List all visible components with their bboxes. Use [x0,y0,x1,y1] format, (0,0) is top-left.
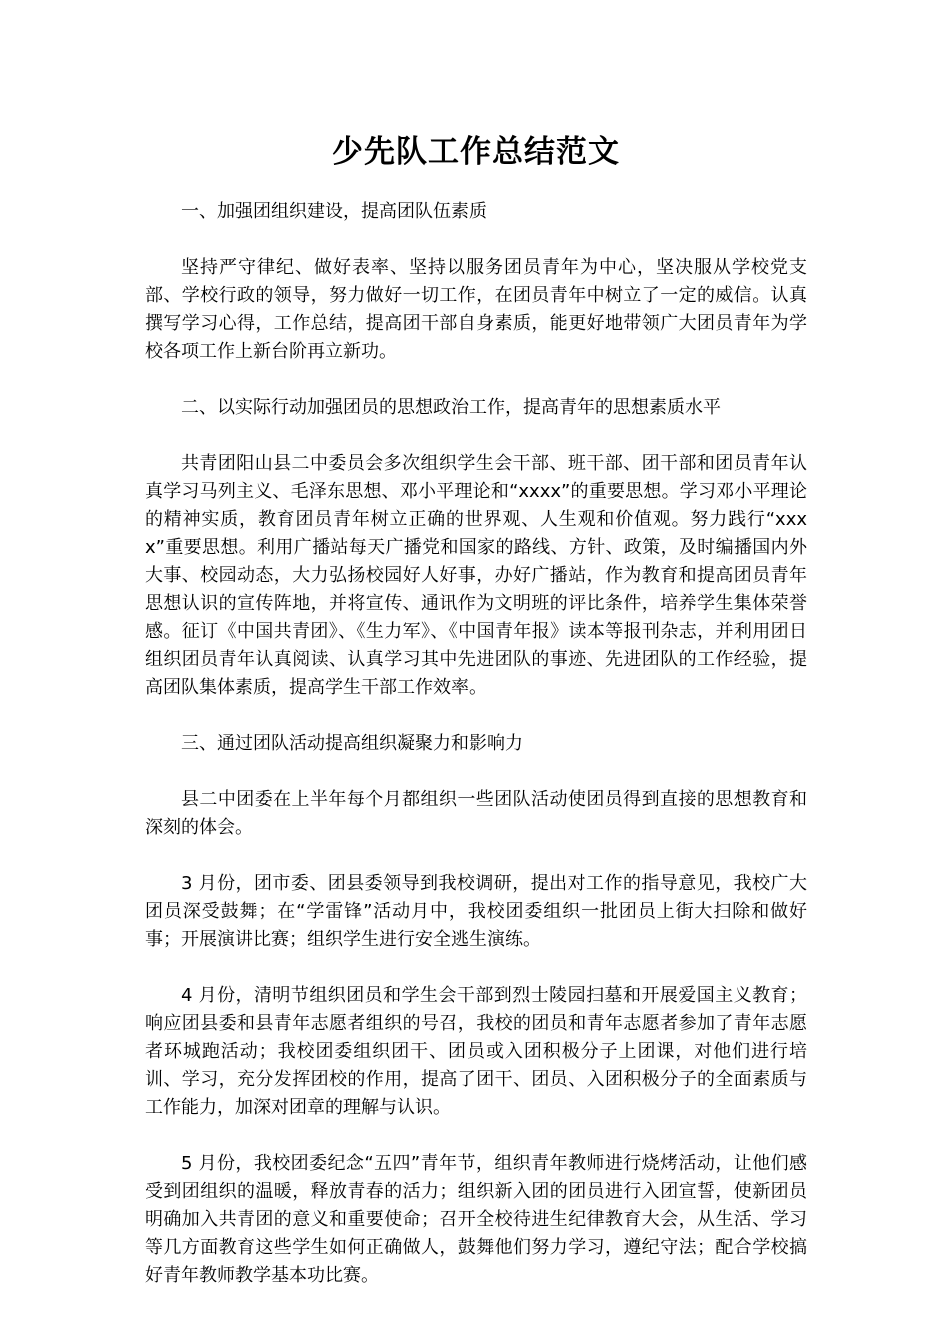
section-heading-1: 一、加强团组织建设，提高团队伍素质 [181,201,487,222]
body-paragraph-march: 3 月份，团市委、团县委领导到我校调研，提出对工作的指导意见，我校广大团员深受鼓舞；在“学雷锋”活动月中，我校团委组织一批团员上街大扫除和做好事；开展演讲比赛；组织学生进行安全逃生演练。 [145,873,807,950]
section-heading-2: 二、以实际行动加强团员的思想政治工作，提高青年的思想素质水平 [181,397,721,418]
body-paragraph-may: 5 月份，我校团委纪念“五四”青年节，组织青年教师进行烧烤活动，让他们感受到团组织的温暖，释放青春的活力；组织新入团的团员进行入团宣誓，使新团员明确加入共青团的意义和重要使命；召开全校待进生纪律教育大会，从生活、学习等几方面教育这些学生如何正确做人，鼓舞他们努力学习，遵纪守法；配合学校搞好青年教师教学基本功比赛。 [145,1153,807,1286]
document-title: 少先队工作总结范文 [332,134,620,170]
body-paragraph-april: 4 月份，清明节组织团员和学生会干部到烈士陵园扫墓和开展爱国主义教育；响应团县委和县青年志愿者组织的号召，我校的团员和青年志愿者参加了青年志愿者环城跑活动；我校团委组织团干、团员或入团积极分子上团课，对他们进行培训、学习，充分发挥团校的作用，提高了团干、团员、入团积极分子的全面素质与工作能力，加深对团章的理解与认识。 [145,985,807,1118]
body-paragraph-2: 共青团阳山县二中委员会多次组织学生会干部、班干部、团干部和团员青年认真学习马列主义、毛泽东思想、邓小平理论和“xxxx”的重要思想。学习邓小平理论的精神实质，教育团员青年树立正确的世界观、人生观和价值观。努力践行“xxxx”重要思想。利用广播站每天广播党和国家的路线、方针、政策，及时编播国内外大事、校园动态，大力弘扬校园好人好事，办好广播站，作为教育和提高团员青年思想认识的宣传阵地，并将宣传、通讯作为文明班的评比条件，培养学生集体荣誉感。征订《中国共青团》、《生力军》、《中国青年报》读本等报刊杂志，并利用团日组织团员青年认真阅读、认真学习其中先进团队的事迹、先进团队的工作经验，提高团队集体素质，提高学生干部工作效率。 [145,453,807,698]
document-body [145,198,807,1318]
body-paragraph-3: 县二中团委在上半年每个月都组织一些团队活动使团员得到直接的思想教育和深刻的体会。 [145,789,807,838]
body-paragraph-1: 坚持严守律纪、做好表率、坚持以服务团员青年为中心，坚决服从学校党支部、学校行政的领导，努力做好一切工作，在团员青年中树立了一定的威信。认真撰写学习心得，工作总结，提高团干部自身素质，能更好地带领广大团员青年为学校各项工作上新台阶再立新功。 [145,257,807,362]
section-heading-3: 三、通过团队活动提高组织凝聚力和影响力 [181,733,523,754]
